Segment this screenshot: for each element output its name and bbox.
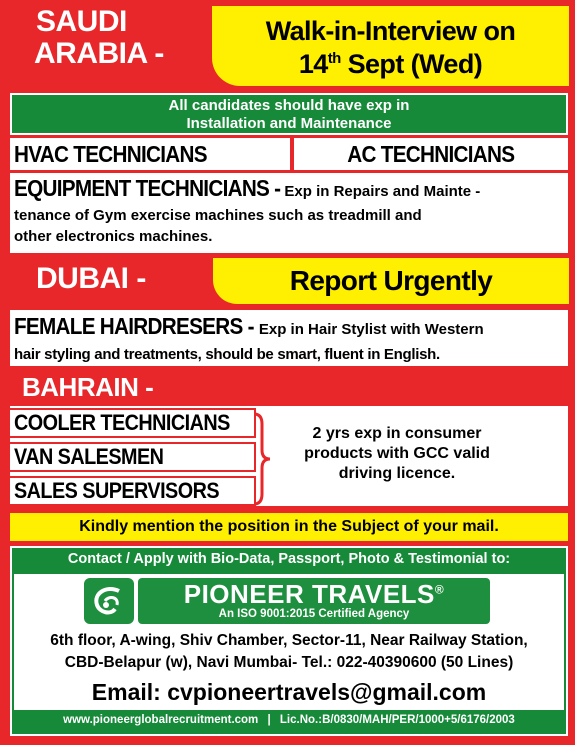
interview-title: Walk-in-Interview on <box>265 16 516 46</box>
company-name-line <box>138 579 490 610</box>
saudi-requirement-bar <box>10 93 568 135</box>
email-address[interactable]: Email: cvpioneertravels@gmail.com <box>91 679 487 705</box>
logo-emblem-icon <box>84 578 134 624</box>
company-name: PIONEER TRAVELS <box>183 579 435 609</box>
hairdresser-line1 <box>14 312 564 344</box>
equipment-line1 <box>14 175 564 205</box>
bahrain-desc <box>272 424 522 484</box>
ac-technicians-label: AC TECHNICIANS <box>347 140 515 167</box>
equipment-technicians-label: EQUIPMENT TECHNICIANS - <box>14 175 281 201</box>
hairdresser-desc-line1: Exp in Hair Stylist with Western <box>258 321 484 338</box>
van-salesmen-box <box>8 442 256 472</box>
iso-certification: An ISO 9001:2015 Certified Agency <box>218 608 410 620</box>
saudi-requirement-line1: All candidates should have exp in <box>168 97 410 114</box>
equipment-desc-line2: tenance of Gym exercise machines such as treadmill and <box>14 207 422 224</box>
interview-banner <box>212 6 569 86</box>
interview-date-rest: Sept (Wed) <box>340 49 483 79</box>
interview-date <box>212 49 569 80</box>
hairdresser-box <box>10 310 568 366</box>
saudi-requirement-line2: Installation and Maintenance <box>186 115 392 132</box>
ac-box <box>294 138 568 170</box>
website-link[interactable]: www.pioneerglobalrecruitment.com <box>63 714 259 726</box>
logo-swirl-icon <box>89 583 129 619</box>
van-salesmen-label: VAN SALESMEN <box>14 444 164 469</box>
hvac-box <box>10 138 290 170</box>
report-urgently-label: Report Urgently <box>289 265 493 296</box>
saudi-country-line1: SAUDI <box>36 5 127 38</box>
mail-note-bar <box>10 513 568 541</box>
saudi-country-line2: ARABIA - <box>34 37 164 70</box>
bahrain-country-label: BAHRAIN - <box>22 372 154 402</box>
bahrain-desc-line2: products with GCC valid <box>304 445 490 462</box>
address-line1: 6th floor, A-wing, Shiv Chamber, Sector-11, Near Railway Station, <box>50 632 528 649</box>
cooler-technicians-box <box>8 408 256 438</box>
cooler-technicians-label: COOLER TECHNICIANS <box>14 410 230 435</box>
address <box>16 630 562 674</box>
pioneer-logo <box>84 578 494 624</box>
equipment-box <box>10 173 568 253</box>
footer-separator: | <box>267 714 271 726</box>
registered-mark: ® <box>434 582 445 597</box>
report-urgently-banner <box>213 258 569 304</box>
equipment-desc-line1: Exp in Repairs and Mainte - <box>284 183 481 200</box>
hairdresser-desc-line2: hair styling and treatments, should be smart, fluent in English. <box>14 346 440 363</box>
contact-heading: Contact / Apply with Bio-Data, Passport, Photo & Testimonial to: <box>67 551 511 567</box>
sales-supervisors-box <box>8 476 256 506</box>
logo-name-box <box>138 578 490 624</box>
hvac-technicians-label: HVAC TECHNICIANS <box>14 140 207 167</box>
female-hairdressers-label: FEMALE HAIRDRESERS - <box>14 313 254 339</box>
bahrain-desc-line1: 2 yrs exp in consumer <box>312 425 482 442</box>
dubai-country-label: DUBAI - <box>36 262 146 295</box>
license-number: Lic.No.:B/0830/MAH/PER/1000+5/6176/2003 <box>279 714 515 726</box>
contact-footer <box>14 714 564 726</box>
saudi-country-label <box>16 6 216 86</box>
mail-note-text: Kindly mention the position in the Subject of your mail. <box>79 518 499 535</box>
interview-date-day: 14 <box>298 49 328 79</box>
equipment-desc-line3: other electronics machines. <box>14 228 213 245</box>
interview-date-suffix: th <box>327 50 341 67</box>
address-line2: CBD-Belapur (w), Navi Mumbai- Tel.: 022-40390600 (50 Lines) <box>64 654 514 671</box>
bahrain-desc-line3: driving licence. <box>338 465 456 482</box>
sales-supervisors-label: SALES SUPERVISORS <box>14 478 220 503</box>
